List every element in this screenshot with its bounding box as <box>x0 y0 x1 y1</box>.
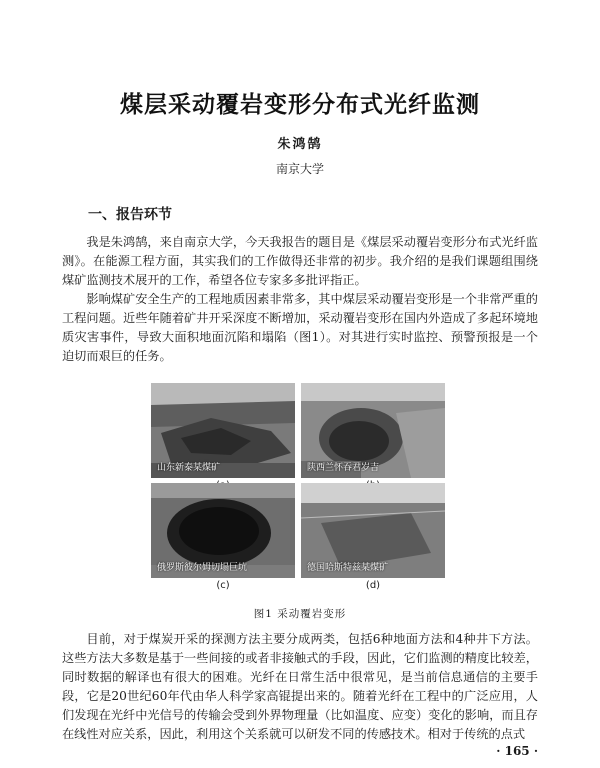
figure-photo-d <box>301 483 445 578</box>
paragraph-3: 目前，对于煤炭开采的探测方法主要分成两类，包括6种地面方法和4种井下方法。这些方法大多数是基于一些间接的或者非接触式的手段，因此，它们监测的精度比较差，同时数据的解译也有很大的困难。光纤在日常生活中很常见，是当前信息通信的主要手段，它是20世纪60年代由华人科学家高锟提出来的。随着光纤在工程中的广泛应用，人们发现在光纤中光信号的传输会受到外界物理量（比如温度、应变）变化的影响，而且存在线性对应关系，因此，利用这个关系就可以研发不同的传感技术。相对于传统的点式 <box>62 632 538 741</box>
figure-photo-b <box>301 383 445 478</box>
paragraph-2: 影响煤矿安全生产的工程地质因素非常多，其中煤层采动覆岩变形是一个非常严重的工程问题。近些年随着矿井开采深度不断增加，采动覆岩变形在国内外造成了多起环境地质灾害事件，导致大面积地面沉陷和塌陷（图1）。对其进行实时监控、预警预报是一个迫切而艰巨的任务。 <box>62 292 538 363</box>
subfigure-c-label: (c) <box>216 580 230 591</box>
figure-photo-c <box>151 483 295 578</box>
author-affiliation: 南京大学 <box>275 162 324 176</box>
page-number: · 165 · <box>496 744 538 758</box>
photo-b-label: 陕西兰怀吞君岁吉 <box>307 463 380 473</box>
photo-a-label: 山东新泰某煤矿 <box>157 463 221 473</box>
section-heading: 一、报告环节 <box>88 207 172 223</box>
author-name: 朱鸿鹄 <box>277 137 323 152</box>
figure-caption: 图1 采动覆岩变形 <box>253 608 347 620</box>
subfigure-d-label: (d) <box>365 580 381 591</box>
photo-c-label: 俄罗斯彼尔姆切塌巨坑 <box>157 563 248 573</box>
paper-title: 煤层采动覆岩变形分布式光纤监测 <box>120 91 480 118</box>
figure-photo-a <box>151 383 295 478</box>
photo-d-label: 德国哈斯特兹某煤矿 <box>307 563 389 573</box>
paragraph-1: 我是朱鸿鹄，来自南京大学，今天我报告的题目是《煤层采动覆岩变形分布式光纤监测》。在能源工程方面，其实我们的工作做得还非常的初步。我介绍的是我们课题组围绕煤矿监测技术展开的工作，希望各位专家多多批评指正。 <box>62 235 538 287</box>
